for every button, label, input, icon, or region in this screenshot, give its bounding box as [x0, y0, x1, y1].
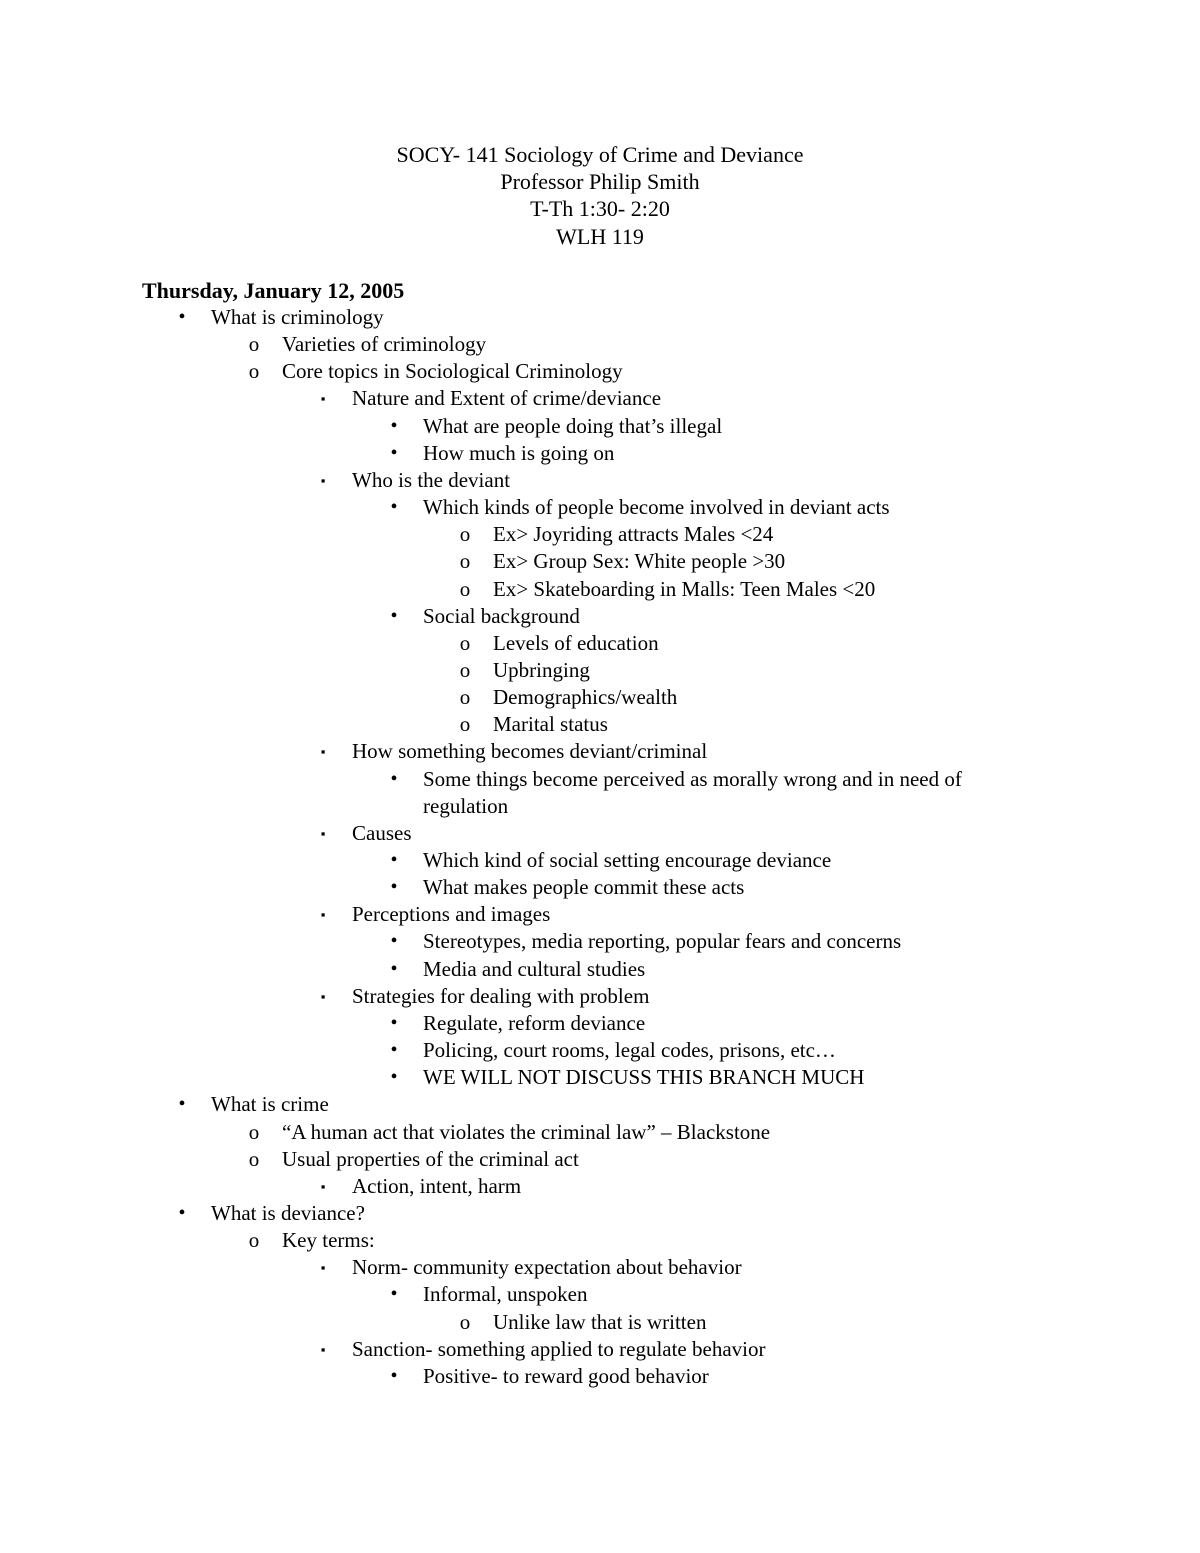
- bullet-icon: •: [390, 1283, 398, 1305]
- bullet-icon: •: [390, 768, 398, 790]
- bullet-icon: •: [390, 496, 398, 518]
- class-room: WLH 119: [556, 224, 644, 249]
- outline-item-text: Ex> Group Sex: White people >30: [493, 549, 786, 573]
- bullet-icon: •: [178, 306, 186, 328]
- outline-item-text: Some things become perceived as morally wrong and in need of: [423, 767, 962, 791]
- outline-item-text: Core topics in Sociological Criminology: [282, 359, 623, 383]
- outline-item-text: How something becomes deviant/criminal: [352, 739, 708, 763]
- outline-item-text: Ex> Joyriding attracts Males <24: [493, 522, 774, 546]
- circle-bullet-icon: o: [248, 1228, 260, 1252]
- outline-item-text: Demographics/wealth: [493, 685, 678, 709]
- outline-item-text: Positive- to reward good behavior: [423, 1364, 709, 1388]
- outline-item-text: Media and cultural studies: [423, 957, 646, 981]
- outline-item-text: Strategies for dealing with problem: [352, 984, 650, 1008]
- outline-item-text: Norm- community expectation about behavior: [352, 1255, 742, 1279]
- square-bullet-icon: ▪: [320, 1260, 326, 1275]
- bullet-icon: •: [390, 1365, 398, 1387]
- outline-item-text: How much is going on: [423, 441, 615, 465]
- outline-item-text: Informal, unspoken: [423, 1282, 588, 1306]
- outline-item-text: What are people doing that’s illegal: [423, 414, 723, 438]
- circle-bullet-icon: o: [459, 549, 471, 573]
- bullet-icon: •: [178, 1093, 186, 1115]
- bullet-icon: •: [390, 876, 398, 898]
- date-heading: Thursday, January 12, 2005: [142, 278, 405, 303]
- outline-item-text: What makes people commit these acts: [423, 875, 745, 899]
- bullet-icon: •: [390, 415, 398, 437]
- outline-item-text: What is criminology: [211, 305, 384, 329]
- square-bullet-icon: ▪: [320, 1179, 326, 1194]
- circle-bullet-icon: o: [459, 522, 471, 546]
- outline-item-text: Key terms:: [282, 1228, 375, 1252]
- square-bullet-icon: ▪: [320, 473, 326, 488]
- bullet-icon: •: [390, 849, 398, 871]
- outline-item-text: Marital status: [493, 712, 608, 736]
- bullet-icon: •: [390, 605, 398, 627]
- outline-item-text: What is deviance?: [211, 1201, 365, 1225]
- circle-bullet-icon: o: [248, 1120, 260, 1144]
- outline-item-text: Social background: [423, 604, 580, 628]
- outline-item-text: Which kinds of people become involved in deviant acts: [423, 495, 890, 519]
- square-bullet-icon: ▪: [320, 826, 326, 841]
- outline-item-text: Regulate, reform deviance: [423, 1011, 646, 1035]
- course-title: SOCY- 141 Sociology of Crime and Deviance: [396, 142, 804, 167]
- bullet-icon: •: [390, 1066, 398, 1088]
- circle-bullet-icon: o: [459, 631, 471, 655]
- circle-bullet-icon: o: [459, 1310, 471, 1334]
- outline-item-text: “A human act that violates the criminal law” – Blackstone: [282, 1120, 771, 1144]
- circle-bullet-icon: o: [459, 712, 471, 736]
- circle-bullet-icon: o: [248, 1147, 260, 1171]
- bullet-icon: •: [390, 1039, 398, 1061]
- bullet-icon: •: [390, 930, 398, 952]
- outline-item-text: Ex> Skateboarding in Malls: Teen Males <20: [493, 577, 876, 601]
- class-time: T-Th 1:30- 2:20: [530, 196, 670, 221]
- circle-bullet-icon: o: [459, 577, 471, 601]
- outline-item-text: Action, intent, harm: [352, 1174, 522, 1198]
- outline-item-text: Levels of education: [493, 631, 659, 655]
- square-bullet-icon: ▪: [320, 907, 326, 922]
- outline-item-text: WE WILL NOT DISCUSS THIS BRANCH MUCH: [423, 1065, 865, 1089]
- square-bullet-icon: ▪: [320, 391, 326, 406]
- circle-bullet-icon: o: [459, 658, 471, 682]
- outline-item-text: Stereotypes, media reporting, popular fears and concerns: [423, 929, 902, 953]
- outline-item-text: regulation: [423, 794, 509, 818]
- outline-item-text: Upbringing: [493, 658, 590, 682]
- professor-name: Professor Philip Smith: [500, 169, 700, 194]
- bullet-icon: •: [178, 1202, 186, 1224]
- outline-item-text: Unlike law that is written: [493, 1310, 707, 1334]
- outline-item-text: Which kind of social setting encourage deviance: [423, 848, 832, 872]
- outline-item-text: What is crime: [211, 1092, 329, 1116]
- bullet-icon: •: [390, 1012, 398, 1034]
- circle-bullet-icon: o: [248, 359, 260, 383]
- circle-bullet-icon: o: [248, 332, 260, 356]
- outline-item-text: Varieties of criminology: [282, 332, 487, 356]
- square-bullet-icon: ▪: [320, 989, 326, 1004]
- outline-item-text: Nature and Extent of crime/deviance: [352, 386, 662, 410]
- outline-item-text: Causes: [352, 821, 412, 845]
- outline-item-text: Perceptions and images: [352, 902, 551, 926]
- square-bullet-icon: ▪: [320, 1342, 326, 1357]
- outline-item-text: Who is the deviant: [352, 468, 511, 492]
- circle-bullet-icon: o: [459, 685, 471, 709]
- bullet-icon: •: [390, 958, 398, 980]
- outline-item-text: Usual properties of the criminal act: [282, 1147, 579, 1171]
- outline-item-text: Sanction- something applied to regulate behavior: [352, 1337, 766, 1361]
- bullet-icon: •: [390, 442, 398, 464]
- square-bullet-icon: ▪: [320, 744, 326, 759]
- outline-item-text: Policing, court rooms, legal codes, prisons, etc…: [423, 1038, 836, 1062]
